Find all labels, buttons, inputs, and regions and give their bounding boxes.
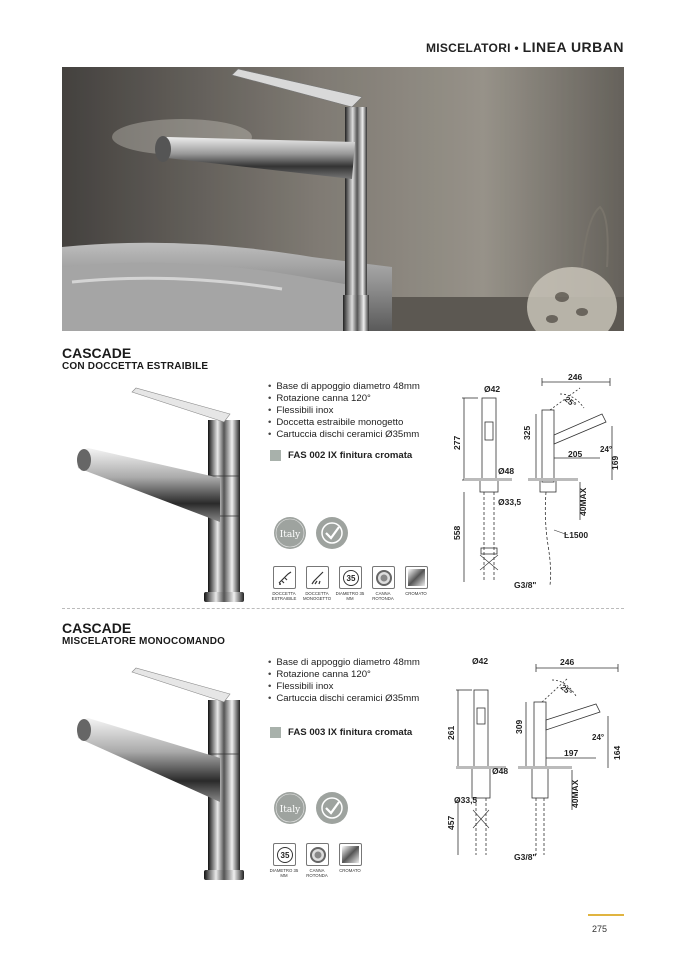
product-code-text: FAS 002 IX finitura cromata xyxy=(288,450,413,461)
feature-item: • Rotazione canna 120° xyxy=(268,669,420,681)
svg-text:Italy: Italy xyxy=(279,805,301,815)
section-divider xyxy=(62,608,624,609)
svg-text:Ø42: Ø42 xyxy=(484,384,501,394)
diameter-35-icon xyxy=(339,566,362,589)
svg-text:25°: 25° xyxy=(562,394,578,410)
product-1-name: CASCADE xyxy=(62,345,132,361)
icon-diameter-35: 35 DIAMETRO 35 MM xyxy=(339,566,362,601)
feature-item: • Flessibili inox xyxy=(268,405,420,417)
quality-check-badge xyxy=(315,516,349,555)
icon-diameter-35: 35 DIAMETRO 35 MM xyxy=(273,843,296,878)
svg-text:40MAX: 40MAX xyxy=(578,487,588,516)
svg-text:25°: 25° xyxy=(558,682,574,698)
svg-text:197: 197 xyxy=(564,748,579,758)
feature-item: • Cartuccia dischi ceramici Ø35mm xyxy=(268,693,420,705)
svg-text:246: 246 xyxy=(568,372,583,382)
svg-text:164: 164 xyxy=(612,745,622,760)
svg-text:Ø48: Ø48 xyxy=(492,766,509,776)
made-in-italy-badge xyxy=(273,791,307,830)
single-jet-icon xyxy=(306,566,329,589)
svg-text:261: 261 xyxy=(446,725,456,740)
product-2-technical-drawing xyxy=(446,650,630,875)
svg-text:G3/8": G3/8" xyxy=(514,852,537,862)
svg-text:Ø42: Ø42 xyxy=(472,656,489,666)
icon-single-jet: DOCCETTA MONOGETTO xyxy=(306,566,329,601)
svg-text:558: 558 xyxy=(452,525,462,540)
icon-hand-shower: DOCCETTA ESTRAIBILE xyxy=(273,566,296,601)
svg-text:309: 309 xyxy=(514,719,524,734)
svg-text:24°: 24° xyxy=(600,445,613,454)
svg-text:G3/8": G3/8" xyxy=(514,580,537,590)
svg-text:Ø33,5: Ø33,5 xyxy=(498,497,522,507)
svg-text:169: 169 xyxy=(610,455,620,470)
feature-item: • Rotazione canna 120° xyxy=(268,393,420,405)
page-header xyxy=(426,39,624,55)
header-title: LINEA URBAN xyxy=(522,39,624,55)
chrome-swatch-icon xyxy=(405,566,428,589)
svg-text:325: 325 xyxy=(522,425,532,440)
svg-text:24°: 24° xyxy=(592,733,605,742)
product-1-photo xyxy=(70,386,250,611)
product-2-subtitle: MISCELATORE MONOCOMANDO xyxy=(62,636,226,647)
finish-square-icon xyxy=(270,727,281,738)
svg-text:Ø48: Ø48 xyxy=(498,466,515,476)
page-number: 275 xyxy=(592,924,608,934)
product-1-features xyxy=(268,381,420,441)
feature-item: • Doccetta estraibile monogetto xyxy=(268,417,420,429)
icon-round-spout: CANNA ROTONDA xyxy=(372,566,395,601)
made-in-italy-badge xyxy=(273,516,307,555)
icon-chrome: CROMATO xyxy=(339,843,362,873)
hero-photo xyxy=(62,67,624,331)
product-2-features xyxy=(268,657,420,705)
svg-text:35: 35 xyxy=(280,850,289,860)
hand-shower-icon xyxy=(273,566,296,589)
round-spout-icon xyxy=(372,566,395,589)
header-prefix: MISCELATORI • xyxy=(425,41,519,55)
icon-chrome: CROMATO xyxy=(405,566,428,596)
feature-item: • Base di appoggio diametro 48mm xyxy=(268,381,420,393)
svg-text:Ø33,5: Ø33,5 xyxy=(454,795,478,805)
product-2-code xyxy=(270,727,412,738)
product-code-text: FAS 003 IX finitura cromata xyxy=(288,727,413,738)
finish-square-icon xyxy=(270,450,281,461)
quality-check-badge xyxy=(315,791,349,830)
svg-text:40MAX: 40MAX xyxy=(570,779,580,808)
chrome-swatch-icon xyxy=(339,843,362,866)
page-number-rule xyxy=(588,914,624,916)
product-1-technical-drawing xyxy=(450,370,630,600)
svg-text:35: 35 xyxy=(346,573,355,583)
svg-text:277: 277 xyxy=(452,435,462,450)
round-spout-icon xyxy=(306,843,329,866)
diameter-35-icon xyxy=(273,843,296,866)
svg-text:457: 457 xyxy=(446,815,456,830)
svg-text:L1500: L1500 xyxy=(564,530,589,540)
svg-text:246: 246 xyxy=(560,657,575,667)
product-1-code xyxy=(270,450,412,461)
feature-item: • Base di appoggio diametro 48mm xyxy=(268,657,420,669)
product-2-name: CASCADE xyxy=(62,620,132,636)
product-2-photo xyxy=(70,666,250,891)
svg-text:Italy: Italy xyxy=(279,530,301,540)
feature-item: • Flessibili inox xyxy=(268,681,420,693)
feature-item: • Cartuccia dischi ceramici Ø35mm xyxy=(268,429,420,441)
icon-round-spout: CANNA ROTONDA xyxy=(306,843,329,878)
product-1-subtitle: CON DOCCETTA ESTRAIBILE xyxy=(62,361,209,372)
svg-text:205: 205 xyxy=(568,449,583,459)
